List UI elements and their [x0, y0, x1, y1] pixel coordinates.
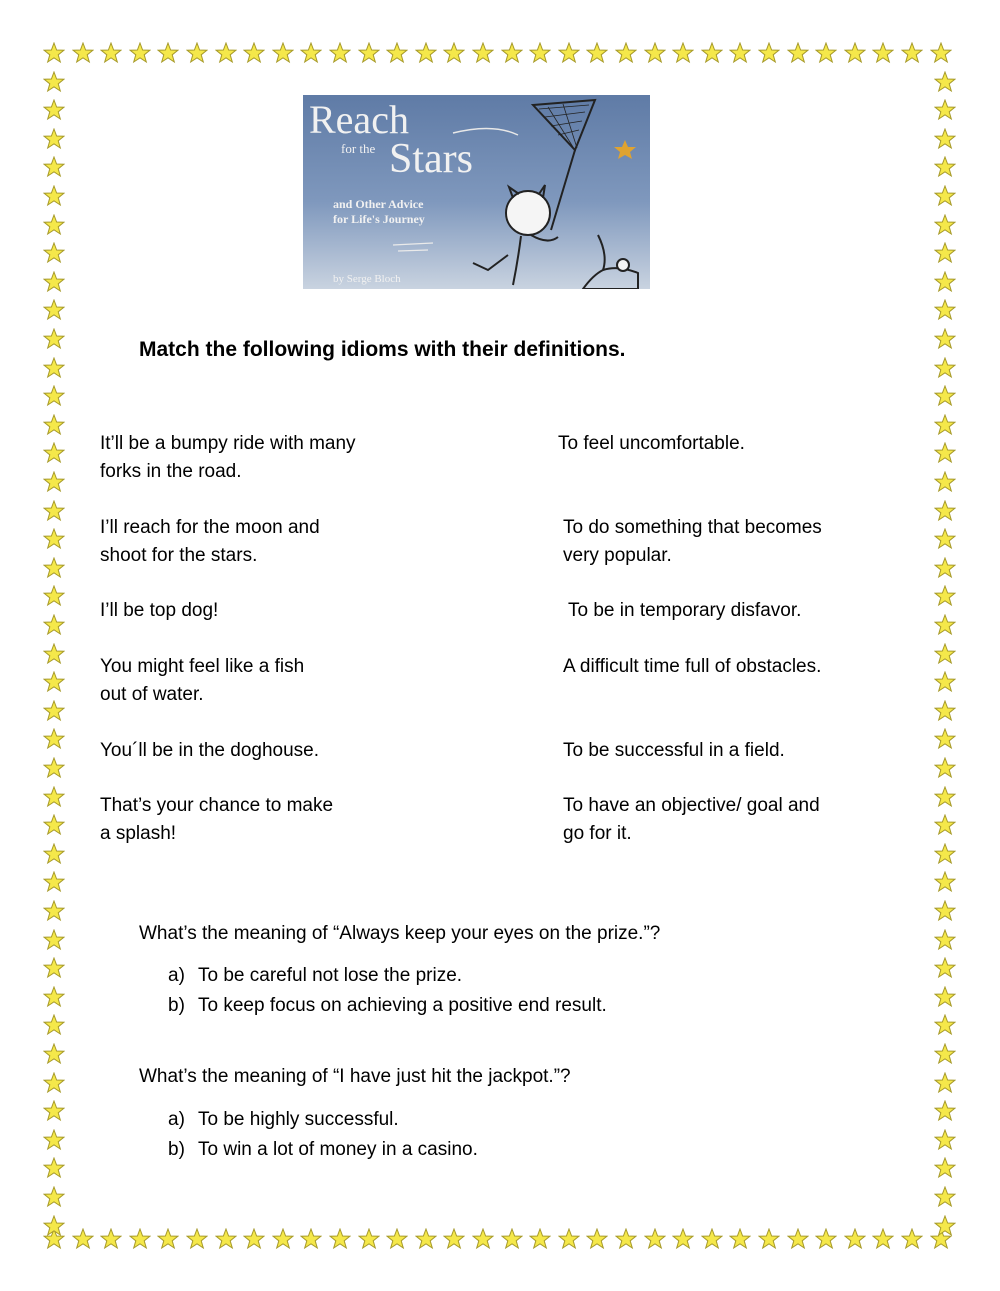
star-border-icon	[72, 42, 94, 64]
star-border-icon	[243, 1228, 265, 1250]
star-border-icon	[43, 700, 65, 722]
star-border-icon	[215, 42, 237, 64]
star-border-icon	[43, 214, 65, 236]
star-border-icon	[243, 42, 265, 64]
star-border-icon	[43, 643, 65, 665]
definition-item: A difficult time full of obstacles.	[563, 656, 822, 677]
star-border-icon	[787, 1228, 809, 1250]
star-border-icon	[934, 242, 956, 264]
star-border-icon	[43, 929, 65, 951]
star-border-icon	[272, 1228, 294, 1250]
star-border-icon	[934, 986, 956, 1008]
star-border-icon	[43, 786, 65, 808]
star-border-icon	[558, 42, 580, 64]
star-border-icon	[43, 585, 65, 607]
star-border-icon	[934, 328, 956, 350]
star-border-icon	[415, 42, 437, 64]
idiom-item: You might feel like a fish out of water.	[100, 656, 305, 705]
definition-item: To be in temporary disfavor.	[568, 600, 802, 621]
star-border-icon	[472, 1228, 494, 1250]
definition-item: To have an objective/ goal and go for it.	[563, 795, 820, 844]
star-border-icon	[934, 671, 956, 693]
star-border-icon	[934, 585, 956, 607]
star-border-icon	[615, 1228, 637, 1250]
star-border-icon	[529, 1228, 551, 1250]
star-border-icon	[43, 814, 65, 836]
star-border-icon	[934, 871, 956, 893]
star-border-icon	[43, 271, 65, 293]
star-border-icon	[43, 1043, 65, 1065]
star-border-icon	[934, 557, 956, 579]
star-border-icon	[934, 1186, 956, 1208]
star-border-icon	[157, 1228, 179, 1250]
star-border-icon	[758, 1228, 780, 1250]
question-text: What’s the meaning of “I have just hit the jackpot.”?	[139, 1066, 571, 1087]
star-border-icon	[934, 1129, 956, 1151]
option-label: b)	[168, 995, 185, 1016]
star-border-icon	[43, 128, 65, 150]
star-border-icon	[43, 614, 65, 636]
star-border-icon	[43, 385, 65, 407]
worksheet-heading: Match the following idioms with their definitions.	[139, 338, 626, 361]
answer-option[interactable]	[168, 992, 607, 1020]
star-border-icon	[129, 1228, 151, 1250]
idiom-item: It’ll be a bumpy ride with many forks in the road.	[100, 433, 356, 482]
definition-item: To feel uncomfortable.	[558, 433, 745, 454]
star-border-icon	[329, 42, 351, 64]
star-border-icon	[586, 1228, 608, 1250]
cover-subtitle-2: for Life's Journey	[333, 212, 425, 226]
star-border-icon	[43, 357, 65, 379]
star-border-icon	[358, 42, 380, 64]
option-text: To be careful not lose the prize.	[198, 965, 463, 986]
star-border-icon	[930, 42, 952, 64]
star-border-icon	[43, 557, 65, 579]
star-border-icon	[43, 42, 65, 64]
idiom-item: That’s your chance to make a splash!	[100, 795, 334, 844]
star-border-icon	[72, 1228, 94, 1250]
star-border-icon	[43, 1186, 65, 1208]
star-border-icon	[43, 1072, 65, 1094]
star-border-icon	[729, 42, 751, 64]
star-border-icon	[934, 1157, 956, 1179]
cover-title-2: Stars	[389, 136, 473, 182]
star-border-icon	[934, 1215, 956, 1237]
star-border-icon	[701, 42, 723, 64]
star-border-icon	[934, 900, 956, 922]
star-border-icon	[43, 71, 65, 93]
star-border-icon	[934, 728, 956, 750]
star-border-icon	[43, 185, 65, 207]
star-border-icon	[934, 471, 956, 493]
star-border-icon	[472, 42, 494, 64]
answer-option[interactable]	[168, 1136, 478, 1164]
star-border-icon	[934, 442, 956, 464]
star-border-icon	[157, 42, 179, 64]
question-text: What’s the meaning of “Always keep your eyes on the prize.”?	[139, 923, 661, 944]
star-border-icon	[186, 42, 208, 64]
star-border-icon	[934, 1100, 956, 1122]
star-border-icon	[815, 1228, 837, 1250]
star-border-icon	[43, 156, 65, 178]
answer-option[interactable]	[168, 1106, 399, 1134]
star-border-icon	[934, 185, 956, 207]
star-border-icon	[43, 671, 65, 693]
star-border-icon	[443, 1228, 465, 1250]
star-border-icon	[43, 1215, 65, 1237]
star-border-icon	[729, 1228, 751, 1250]
idiom-item: You´ll be in the doghouse.	[100, 740, 320, 761]
star-border-icon	[934, 786, 956, 808]
star-border-icon	[934, 1072, 956, 1094]
star-border-icon	[215, 1228, 237, 1250]
star-border-icon	[386, 1228, 408, 1250]
star-border-icon	[672, 42, 694, 64]
option-label: a)	[168, 1109, 185, 1130]
star-border-icon	[934, 271, 956, 293]
star-border-icon	[934, 814, 956, 836]
option-label: a)	[168, 965, 185, 986]
star-border-icon	[43, 900, 65, 922]
star-border-icon	[300, 1228, 322, 1250]
star-border-icon	[129, 42, 151, 64]
star-border-icon	[934, 843, 956, 865]
idiom-item: I’ll be top dog!	[100, 600, 219, 621]
star-border-icon	[934, 500, 956, 522]
star-border-icon	[615, 42, 637, 64]
star-border-icon	[934, 957, 956, 979]
star-border-icon	[43, 328, 65, 350]
star-border-icon	[43, 299, 65, 321]
star-border-icon	[787, 42, 809, 64]
star-border-icon	[43, 99, 65, 121]
option-text: To keep focus on achieving a positive end result.	[198, 995, 607, 1016]
star-border-icon	[934, 357, 956, 379]
cover-author: by Serge Bloch	[333, 273, 401, 285]
star-border-icon	[872, 42, 894, 64]
star-border-icon	[586, 42, 608, 64]
star-border-icon	[758, 42, 780, 64]
star-border-icon	[844, 1228, 866, 1250]
star-border-icon	[901, 42, 923, 64]
star-border-icon	[43, 414, 65, 436]
star-border-icon	[43, 1014, 65, 1036]
star-border-icon	[934, 528, 956, 550]
star-border-icon	[872, 1228, 894, 1250]
star-border-icon	[43, 471, 65, 493]
star-border-icon	[644, 42, 666, 64]
star-border-icon	[329, 1228, 351, 1250]
star-border-icon	[934, 299, 956, 321]
definition-item: To be successful in a field.	[563, 740, 785, 761]
star-border-icon	[186, 1228, 208, 1250]
star-border-icon	[100, 42, 122, 64]
cover-title-small: for the	[341, 141, 376, 156]
star-border-icon	[934, 757, 956, 779]
answer-option[interactable]	[168, 962, 462, 990]
star-border-icon	[934, 128, 956, 150]
star-border-icon	[43, 242, 65, 264]
star-border-icon	[934, 156, 956, 178]
star-border-icon	[43, 728, 65, 750]
cover-title-1: Reach	[309, 97, 409, 142]
star-border-icon	[815, 42, 837, 64]
cover-subtitle-1: and Other Advice	[333, 197, 424, 211]
star-border-icon	[934, 929, 956, 951]
idiom-item: I’ll reach for the moon and shoot for the stars.	[100, 517, 320, 566]
star-border-icon	[934, 1043, 956, 1065]
star-border-icon	[701, 1228, 723, 1250]
star-border-icon	[644, 1228, 666, 1250]
star-border-icon	[443, 42, 465, 64]
star-border-icon	[100, 1228, 122, 1250]
star-border-icon	[43, 871, 65, 893]
star-border-icon	[934, 214, 956, 236]
star-border-icon	[43, 1157, 65, 1179]
star-border-icon	[934, 385, 956, 407]
star-border-icon	[272, 42, 294, 64]
star-border-icon	[558, 1228, 580, 1250]
star-border-icon	[934, 700, 956, 722]
star-border-icon	[300, 42, 322, 64]
star-border-icon	[934, 71, 956, 93]
star-border-icon	[43, 528, 65, 550]
star-border-icon	[934, 614, 956, 636]
star-border-icon	[529, 42, 551, 64]
star-border-icon	[934, 643, 956, 665]
star-border-icon	[43, 500, 65, 522]
option-text: To be highly successful.	[198, 1109, 399, 1130]
star-border-icon	[43, 757, 65, 779]
star-border-icon	[934, 414, 956, 436]
star-border-icon	[672, 1228, 694, 1250]
star-border-icon	[43, 442, 65, 464]
star-border-icon	[43, 957, 65, 979]
star-border-icon	[501, 1228, 523, 1250]
book-cover-image	[303, 95, 650, 289]
option-label: b)	[168, 1139, 185, 1160]
star-border-icon	[43, 1100, 65, 1122]
star-border-icon	[358, 1228, 380, 1250]
star-border-icon	[43, 986, 65, 1008]
definition-item: To do something that becomes very popular.	[563, 517, 822, 566]
star-border-icon	[844, 42, 866, 64]
star-border-icon	[901, 1228, 923, 1250]
star-border-icon	[415, 1228, 437, 1250]
star-border-icon	[43, 1129, 65, 1151]
star-border-icon	[934, 1014, 956, 1036]
star-border-icon	[386, 42, 408, 64]
star-border-icon	[501, 42, 523, 64]
star-border-icon	[934, 99, 956, 121]
star-border-icon	[43, 843, 65, 865]
option-text: To win a lot of money in a casino.	[198, 1139, 478, 1160]
